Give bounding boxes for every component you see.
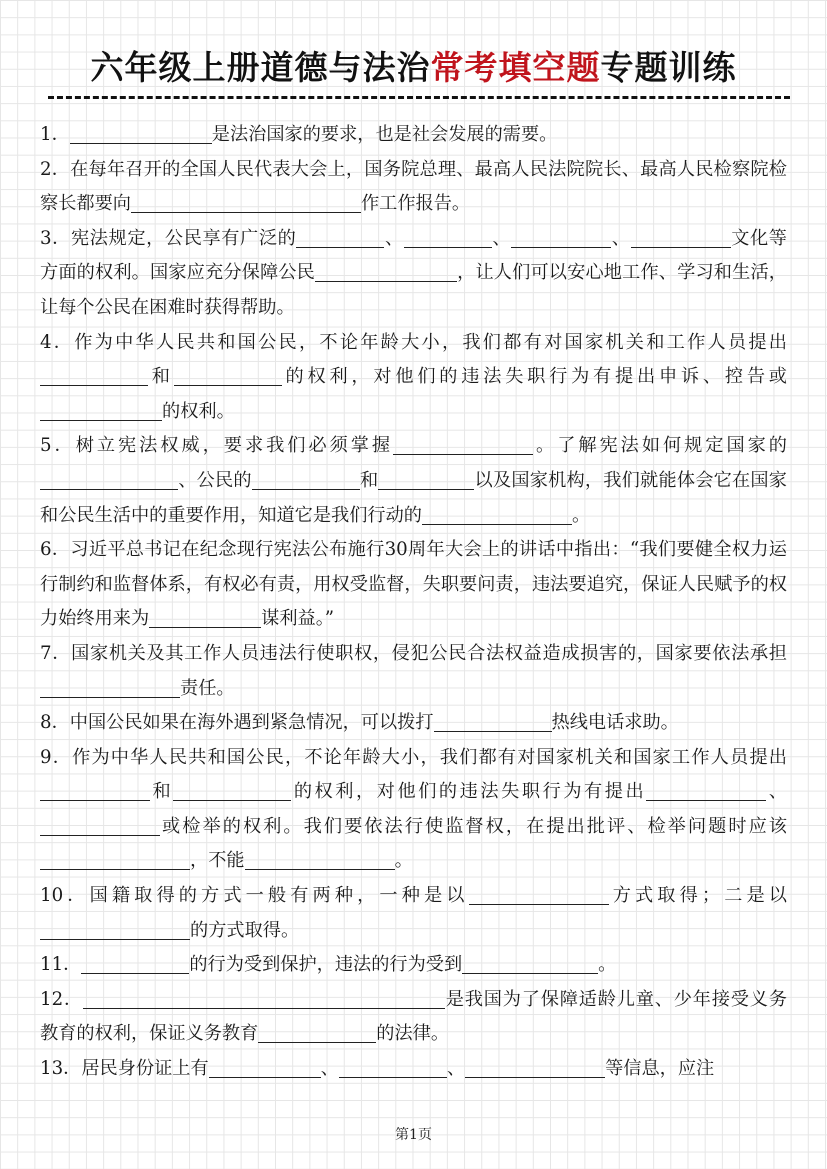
question-13: 13．居民身份证上有 、 、 等信息，应注 xyxy=(40,1052,787,1087)
answer-blank[interactable] xyxy=(339,1055,447,1078)
question-2: 2．在每年召开的全国人民代表大会上，国务院总理、最高人民法院院长、最高人民检察院检察长都要向 作工作报告。 xyxy=(40,158,787,215)
question-4: 4．作为中华人民共和国公民，不论年龄大小，我们都有对国家机关和工作人员提出和 的权利，对他们的违法失职行为有提出申诉、控告或的权利。 xyxy=(40,331,787,422)
answer-blank[interactable] xyxy=(81,951,189,974)
answer-blank[interactable] xyxy=(631,225,731,248)
answer-blank[interactable] xyxy=(40,467,178,490)
answer-blank[interactable] xyxy=(469,882,609,905)
page-number: 第1页 xyxy=(395,1127,432,1143)
answer-blank[interactable] xyxy=(40,778,150,801)
answer-blank[interactable] xyxy=(465,1055,605,1078)
page-title xyxy=(0,42,827,89)
answer-blank[interactable] xyxy=(511,225,611,248)
answer-blank[interactable] xyxy=(83,986,445,1009)
answer-blank[interactable] xyxy=(378,467,474,490)
question-list xyxy=(40,118,787,1087)
answer-blank[interactable] xyxy=(245,847,395,870)
question-6: 6．习近平总书记在纪念现行宪法公布施行30周年大会上的讲话中指出：“我们要健全权力运行制约和监督体系，有权必有责，用权受监督，失职要问责，违法要追究，保证人民赋予的权力始终用来为 谋利益。” xyxy=(40,539,787,630)
answer-blank[interactable] xyxy=(434,709,552,732)
question-5: 5．树立宪法权威，要求我们必须掌握 。了解宪法如何规定国家的、公民的 和 以及国家机构，我们就能体会它在国家和公民生活中的重要作用，知道它是我们行动的 。 xyxy=(40,429,787,533)
question-1: 1． 是法治国家的要求，也是社会发展的需要。 xyxy=(40,118,787,153)
title-part1: 六年级上册道德与法治 xyxy=(90,48,431,87)
answer-blank[interactable] xyxy=(422,502,572,525)
answer-blank[interactable] xyxy=(173,778,291,801)
answer-blank[interactable] xyxy=(149,605,261,628)
answer-blank[interactable] xyxy=(404,225,492,248)
answer-blank[interactable] xyxy=(252,467,360,490)
answer-blank[interactable] xyxy=(646,778,766,801)
answer-blank[interactable] xyxy=(174,363,282,386)
answer-blank[interactable] xyxy=(258,1020,376,1043)
question-12: 12． 是我国为了保障适龄儿童、少年接受义务教育的权利，保证义务教育 的法律。 xyxy=(40,983,787,1052)
question-3: 3．宪法规定，公民享有广泛的 、 、 、 文化等方面的权利。国家应充分保障公民 ，让人们可以安心地工作、学习和生活，让每个公民在困难时获得帮助。 xyxy=(40,222,787,326)
answer-blank[interactable] xyxy=(40,675,180,698)
answer-blank[interactable] xyxy=(315,259,457,282)
question-9: 9．作为中华人民共和国公民，不论年龄大小，我们都有对国家机关和国家工作人员提出和 的权利，对他们的违法失职行为有提出 、或检举的权利。我们要依法行使监督权，在提出批评、检举问题时应该，不能 。 xyxy=(40,746,787,872)
question-10: 10．国籍取得的方式一般有两种，一种是以 方式取得；二是以的方式取得。 xyxy=(40,879,787,948)
title-part2: 专题训练 xyxy=(600,48,737,87)
answer-blank[interactable] xyxy=(40,363,148,386)
answer-blank[interactable] xyxy=(296,225,384,248)
title-highlight: 常考填空题 xyxy=(430,48,601,87)
title-divider xyxy=(48,96,790,99)
answer-blank[interactable] xyxy=(70,121,212,144)
answer-blank[interactable] xyxy=(40,847,190,870)
answer-blank[interactable] xyxy=(209,1055,321,1078)
question-8: 8．中国公民如果在海外遇到紧急情况，可以拨打 热线电话求助。 xyxy=(40,706,787,741)
answer-blank[interactable] xyxy=(131,190,361,213)
answer-blank[interactable] xyxy=(40,398,162,421)
question-7: 7．国家机关及其工作人员违法行使职权，侵犯公民合法权益造成损害的，国家要依法承担责任。 xyxy=(40,642,787,699)
answer-blank[interactable] xyxy=(40,917,190,940)
question-11: 11． 的行为受到保护，违法的行为受到 。 xyxy=(40,948,787,983)
answer-blank[interactable] xyxy=(40,813,160,836)
answer-blank[interactable] xyxy=(462,951,598,974)
answer-blank[interactable] xyxy=(393,432,533,455)
